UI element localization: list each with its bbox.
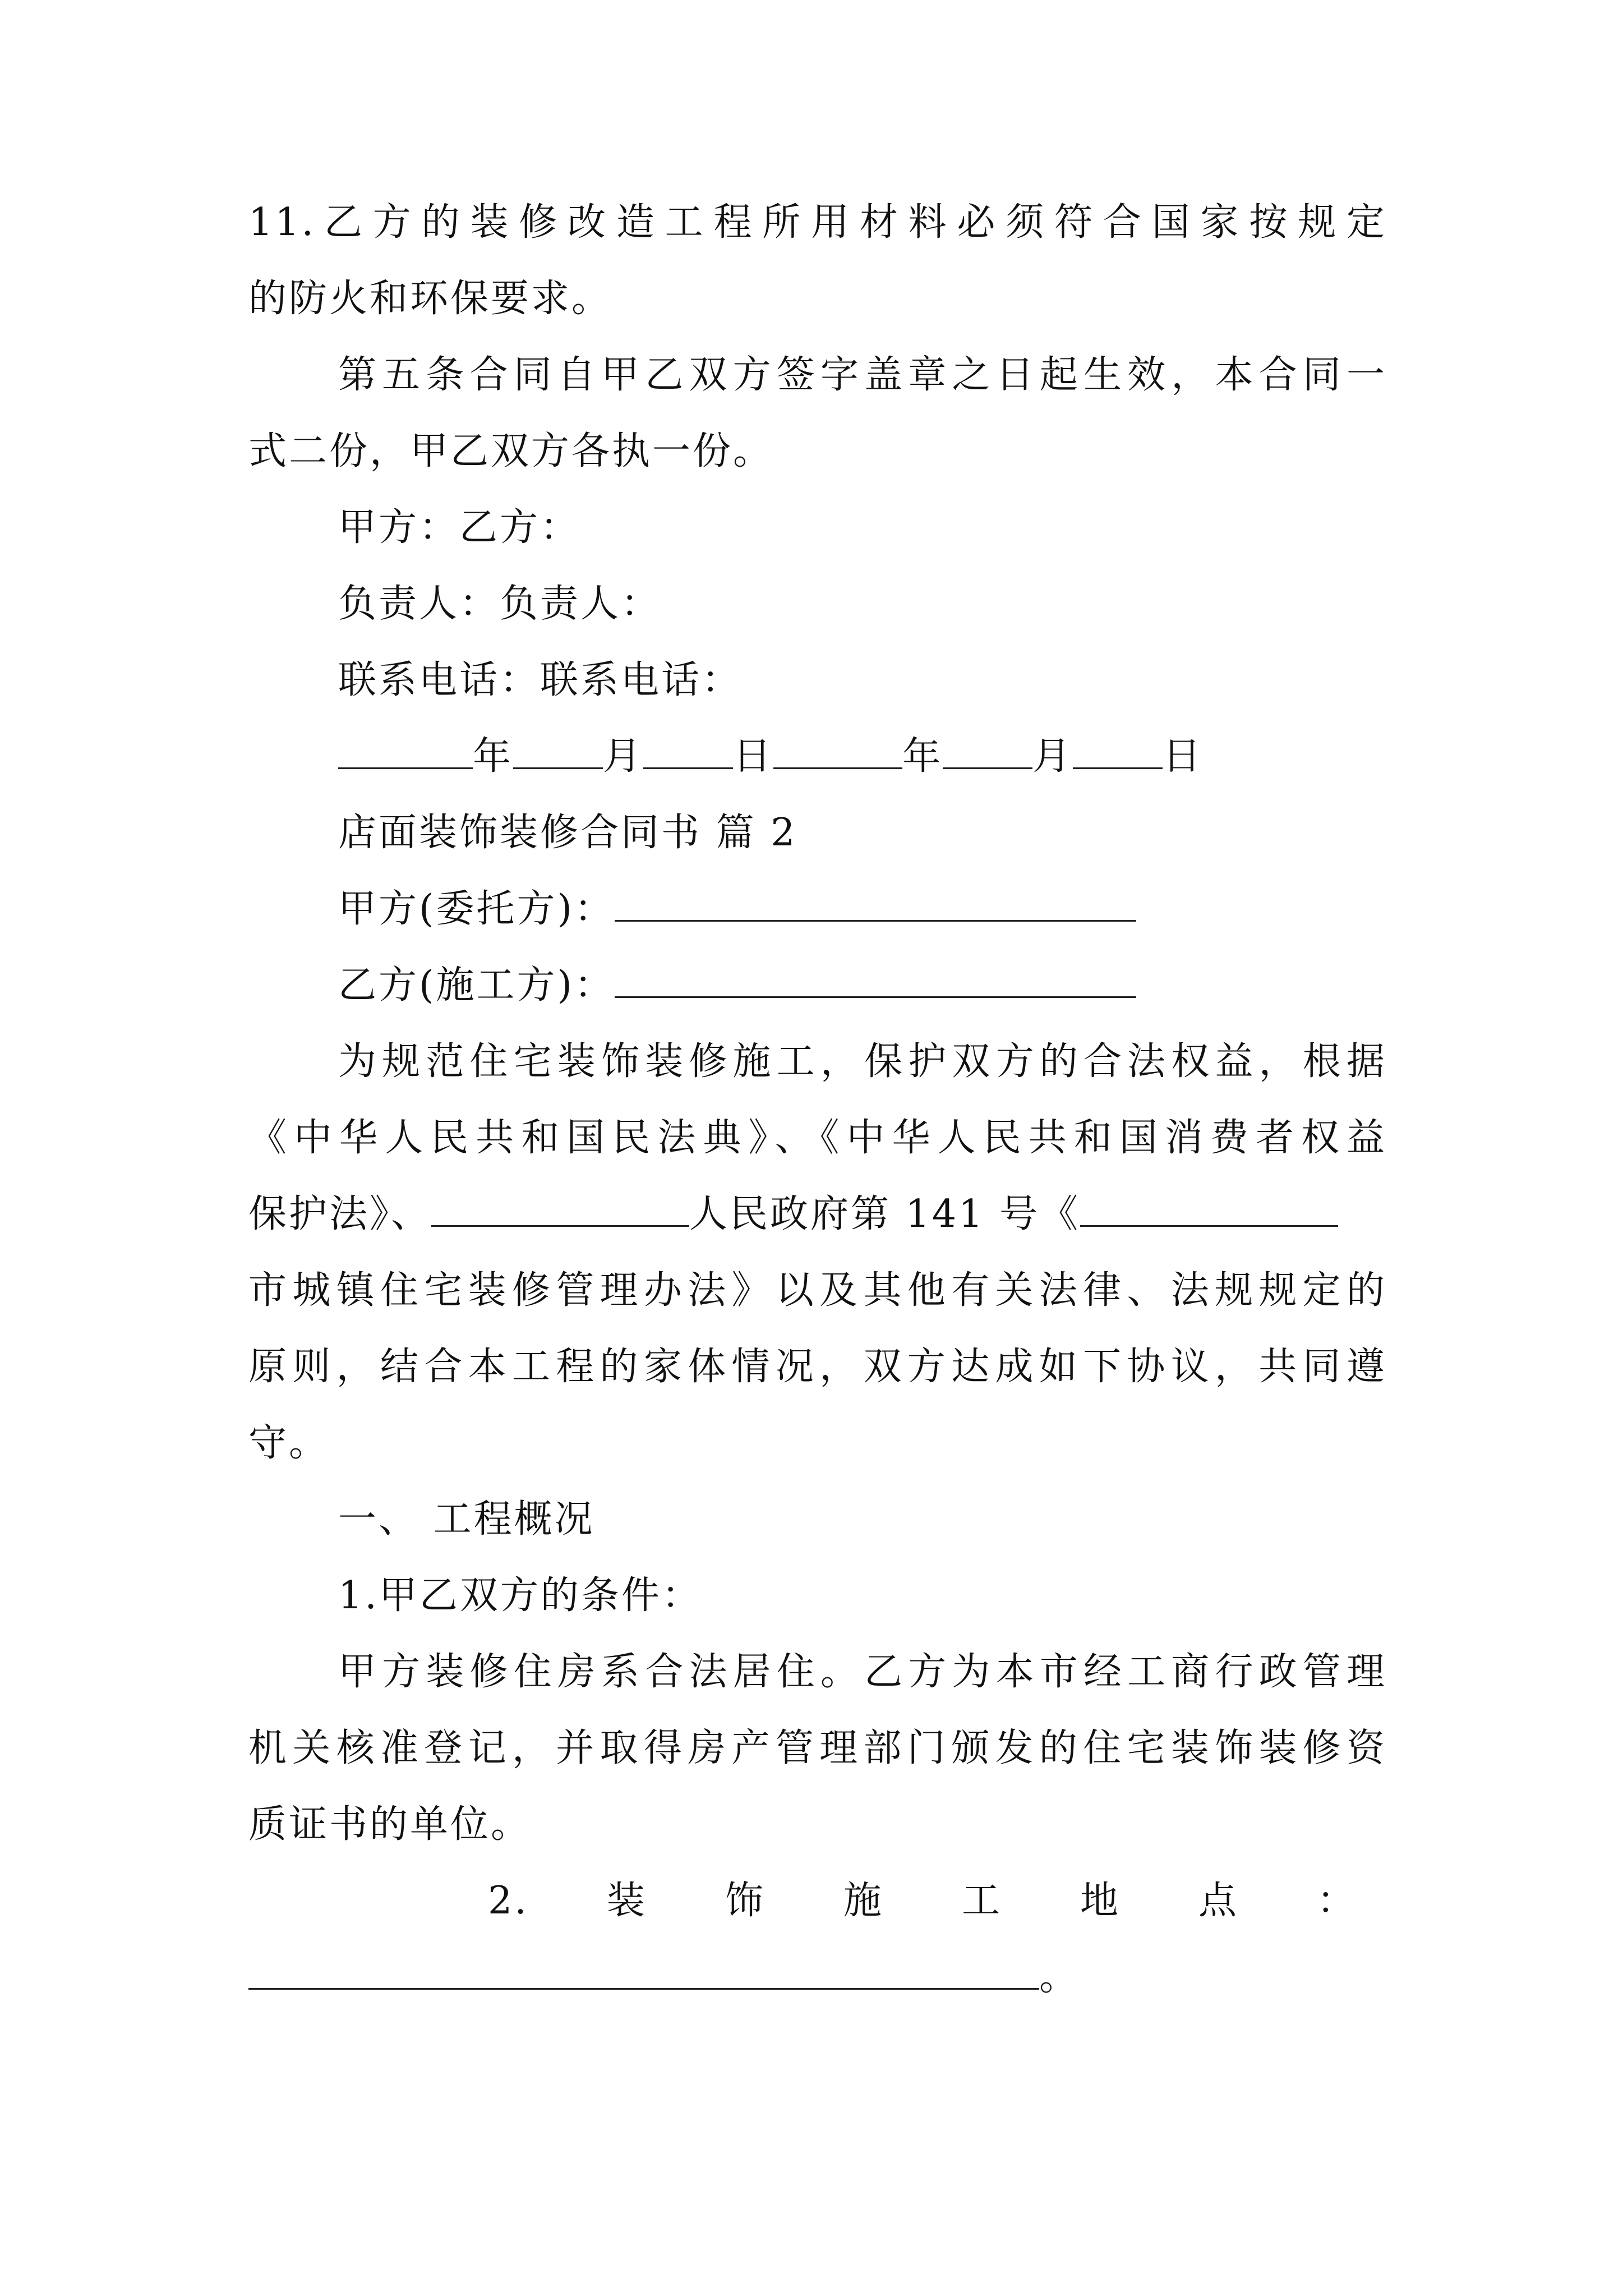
client-label: 甲方(委托方)：: [338, 887, 615, 931]
city-blank[interactable]: [1080, 1190, 1338, 1227]
paragraph-line: 质证书的单位。: [248, 1802, 532, 1847]
site-char: 施: [843, 1879, 884, 1923]
date-blank[interactable]: [943, 733, 1032, 769]
year-label: 年: [902, 734, 943, 779]
contractor-line: [338, 958, 1387, 1014]
date-blank[interactable]: [513, 733, 603, 769]
day-label: 日: [1163, 734, 1204, 779]
period-mark: 。: [1039, 1955, 1080, 1999]
date-blank[interactable]: [1073, 733, 1163, 769]
client-blank[interactable]: [615, 885, 1136, 922]
date-blank[interactable]: [338, 733, 473, 769]
paragraph-line: 11.乙方的装修改造工程所用材料必须符合国家按规定: [248, 200, 1387, 245]
paragraph-line: 为规范住宅装饰装修施工，保护双方的合法权益，根据: [338, 1039, 1387, 1084]
site-char: 饰: [725, 1879, 766, 1923]
section-heading: 一、 工程概况: [338, 1497, 595, 1542]
month-label: 月: [1032, 734, 1073, 779]
signature-party-line: 甲方：乙方：: [338, 505, 581, 550]
signature-person-line: 负责人：负责人：: [338, 582, 662, 626]
paragraph-line: 甲方装修住房系合法居住。乙方为本市经工商行政管理: [338, 1650, 1387, 1694]
site-char: 装: [606, 1879, 647, 1923]
paragraph-line: 《中华人民共和国民法典》、《中华人民共和国消费者权益: [248, 1116, 1387, 1160]
paragraph-line: 式二份，甲乙双方各执一份。: [248, 429, 774, 473]
law-text: 保护法》、: [248, 1192, 432, 1236]
gov-text: 人民政府第 141 号《: [689, 1192, 1081, 1236]
site-char: 点: [1198, 1879, 1239, 1923]
site-blank[interactable]: [248, 1953, 1039, 1990]
paragraph-line: [248, 1186, 1387, 1243]
paragraph-line: 原则，结合本工程的家体情况，双方达成如下协议，共同遵: [248, 1345, 1387, 1389]
paragraph-line: 守。: [248, 1421, 330, 1465]
site-heading: [488, 1873, 1357, 1929]
contractor-label: 乙方(施工方)：: [338, 963, 615, 1007]
signature-phone-line: 联系电话：联系电话：: [338, 658, 743, 702]
site-char: 工: [961, 1879, 1002, 1923]
subsection-heading: 1.甲乙双方的条件：: [338, 1573, 702, 1618]
day-label: 日: [733, 734, 774, 779]
month-label: 月: [603, 734, 644, 779]
site-char: 2.: [488, 1879, 529, 1923]
date-blank[interactable]: [773, 733, 902, 769]
contractor-blank[interactable]: [615, 961, 1136, 998]
paragraph-line: 第五条合同自甲乙双方签字盖章之日起生效，本合同一: [338, 353, 1387, 397]
site-char: ：: [1316, 1879, 1357, 1923]
site-char: 地: [1080, 1879, 1121, 1923]
date-line: [338, 729, 1387, 785]
section-heading: 店面装饰装修合同书 篇 2: [338, 811, 797, 855]
paragraph-line: 的防火和环保要求。: [248, 277, 612, 321]
date-blank[interactable]: [643, 733, 733, 769]
city-blank[interactable]: [431, 1190, 689, 1227]
year-label: 年: [473, 734, 514, 779]
site-blank-line: [248, 1949, 1387, 2005]
paragraph-line: 机关核准登记，并取得房产管理部门颁发的住宅装饰装修资: [248, 1726, 1387, 1770]
client-line: [338, 881, 1387, 937]
paragraph-line: 市城镇住宅装修管理办法》以及其他有关法律、法规规定的: [248, 1268, 1387, 1313]
